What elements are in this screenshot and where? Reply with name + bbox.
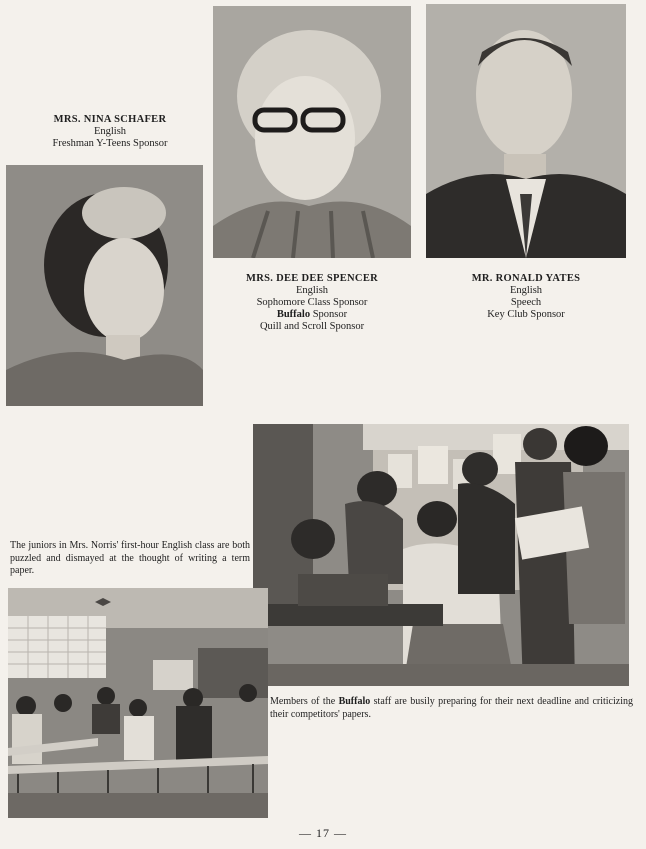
faculty-role-suffix: Sponsor: [310, 309, 348, 320]
buffalo-title: Buffalo: [338, 696, 371, 707]
caption-dee-dee-spencer: [213, 273, 411, 333]
caption-staff-rest: staff are busily preparing for their next deadline and criticizing their competitors' papers.: [270, 696, 633, 720]
faculty-subject: English: [509, 285, 543, 296]
photo-buffalo-staff: [253, 424, 629, 686]
caption-staff-intro: Members of the: [270, 696, 339, 707]
faculty-name: MR. RONALD YATES: [471, 273, 581, 284]
photo-english-class: [8, 588, 268, 818]
page-number: — 17 —: [299, 826, 347, 840]
portrait-ronald-yates: [426, 4, 626, 258]
faculty-role: Speech: [510, 297, 542, 308]
faculty-name: MRS. NINA SCHAFER: [53, 114, 167, 125]
portrait-nina-schafer: [6, 165, 203, 406]
caption-nina-schafer: [20, 114, 200, 150]
faculty-name: MRS. DEE DEE SPENCER: [245, 273, 379, 284]
caption-ronald-yates: [426, 273, 626, 321]
caption-english-class: The juniors in Mrs. Norris' first-hour English class are both puzzled and dismayed at the thought of writing a term paper.: [10, 540, 250, 576]
faculty-role: Sophomore Class Sponsor: [256, 297, 368, 308]
faculty-role: Freshman Y-Teens Sponsor: [52, 138, 168, 149]
faculty-role-buffalo: [213, 309, 411, 321]
buffalo-title: Buffalo: [276, 309, 311, 320]
faculty-role: Quill and Scroll Sponsor: [259, 321, 365, 332]
faculty-subject: English: [93, 126, 127, 137]
portrait-dee-dee-spencer: [213, 6, 411, 258]
caption-buffalo-staff: [270, 696, 633, 721]
faculty-role: Key Club Sponsor: [487, 309, 565, 320]
faculty-subject: English: [295, 285, 329, 296]
